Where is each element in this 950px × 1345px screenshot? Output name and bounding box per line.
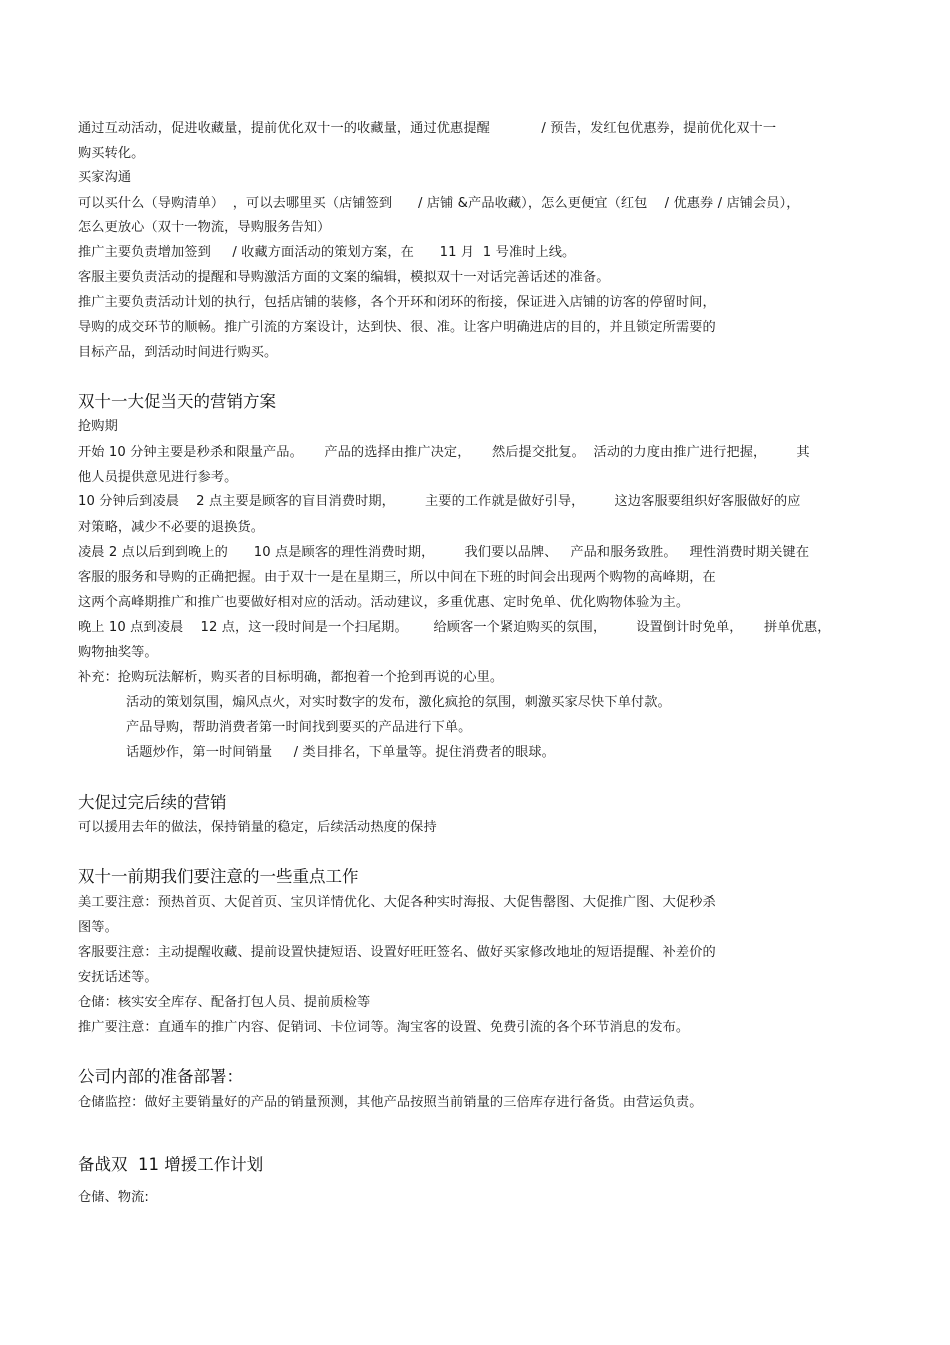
paragraph-line: 仓储、物流: bbox=[78, 1190, 149, 1205]
paragraph-line: 推广要注意：直通车的推广内容、促销词、卡位词等。淘宝客的设置、免费引流的各个环节消息的发布。 bbox=[78, 1020, 690, 1035]
section-heading: 备战双 11 增援工作计划 bbox=[78, 1155, 264, 1174]
paragraph-line: 导购的成交环节的顺畅。推广引流的方案设计，达到快、很、准。让客户明确进店的目的，并且锁定所需要的 bbox=[78, 320, 716, 335]
paragraph-line: 10 分钟后到凌晨 2 点主要是顾客的盲目消费时期， 主要的工作就是做好引导， 这边客服要组织好客服做好的应 bbox=[78, 494, 801, 509]
section-heading: 公司内部的准备部署： bbox=[78, 1067, 243, 1086]
paragraph-line: 安抚话述等。 bbox=[78, 970, 158, 985]
paragraph-line: 购买转化。 bbox=[78, 146, 145, 161]
paragraph-line: 可以买什么（导购清单） ，可以去哪里买（店铺签到 / 店铺 &产品收藏），怎么更便宜（红包 / 优惠券 / 店铺会员）， bbox=[78, 196, 800, 211]
paragraph-line: 图等。 bbox=[78, 920, 118, 935]
paragraph-line: 通过互动活动，促进收藏量，提前优化双十一的收藏量，通过优惠提醒 / 预告，发红包优惠券，提前优化双十一 bbox=[78, 121, 777, 136]
indented-line: 产品导购，帮助消费者第一时间找到要买的产品进行下单。 bbox=[126, 720, 472, 735]
paragraph-line: 客服要注意：主动提醒收藏、提前设置快捷短语、设置好旺旺签名、做好买家修改地址的短语提醒、补差价的 bbox=[78, 945, 716, 960]
paragraph-line: 这两个高峰期推广和推广也要做好相对应的活动。活动建议，多重优惠、定时免单、优化购物体验为主。 bbox=[78, 595, 690, 610]
paragraph-line: 推广主要负责活动计划的执行，包括店铺的装修，各个开环和闭环的衔接，保证进入店铺的访客的停留时间， bbox=[78, 295, 716, 310]
paragraph-line: 仓储：核实安全库存、配备打包人员、提前质检等 bbox=[78, 995, 371, 1010]
paragraph-line: 仓储监控：做好主要销量好的产品的销量预测，其他产品按照当前销量的三倍库存进行备货。由营运负责。 bbox=[78, 1095, 703, 1110]
paragraph-line: 他人员提供意见进行参考。 bbox=[78, 470, 238, 485]
paragraph-line: 怎么更放心（双十一物流，导购服务告知） bbox=[78, 220, 331, 235]
paragraph-line: 抢购期 bbox=[78, 419, 118, 434]
paragraph-line: 对策略，减少不必要的退换货。 bbox=[78, 520, 265, 535]
indented-line: 活动的策划氛围，煽风点火，对实时数字的发布，激化疯抢的氛围，刺激买家尽快下单付款。 bbox=[126, 695, 671, 710]
paragraph-line: 目标产品，到活动时间进行购买。 bbox=[78, 345, 278, 360]
paragraph-line: 开始 10 分钟主要是秒杀和限量产品。 产品的选择由推广决定， 然后提交批复。 活动的力度由推广进行把握， 其 bbox=[78, 445, 810, 460]
paragraph-line: 凌晨 2 点以后到到晚上的 10 点是顾客的理性消费时期， 我们要以品牌、 产品和服务致胜。 理性消费时期关键在 bbox=[78, 545, 810, 560]
paragraph-line: 客服主要负责活动的提醒和导购激活方面的文案的编辑，模拟双十一对话完善话述的准备。 bbox=[78, 270, 610, 285]
paragraph-line: 买家沟通 bbox=[78, 170, 132, 185]
section-heading: 双十一前期我们要注意的一些重点工作 bbox=[78, 867, 359, 886]
paragraph-line: 晚上 10 点到凌晨 12 点，这一段时间是一个扫尾期。 给顾客一个紧迫购买的氛围， 设置倒计时免单， 拼单优惠， bbox=[78, 620, 831, 635]
indented-line: 话题炒作，第一时间销量 / 类目排名，下单量等。捉住消费者的眼球。 bbox=[126, 745, 555, 760]
paragraph-line: 可以援用去年的做法，保持销量的稳定，后续活动热度的保持 bbox=[78, 820, 437, 835]
paragraph-line: 美工要注意：预热首页、大促首页、宝贝详情优化、大促各种实时海报、大促售罄图、大促推广图、大促秒杀 bbox=[78, 895, 716, 910]
paragraph-line: 推广主要负责增加签到 / 收藏方面活动的策划方案，在 11 月 1 号准时上线。 bbox=[78, 245, 576, 260]
paragraph-line: 补充：抢购玩法解析，购买者的目标明确，都抱着一个抢到再说的心里。 bbox=[78, 670, 504, 685]
section-heading: 大促过完后续的营销 bbox=[78, 793, 227, 812]
paragraph-line: 购物抽奖等。 bbox=[78, 645, 158, 660]
section-heading: 双十一大促当天的营销方案 bbox=[78, 392, 276, 411]
paragraph-line: 客服的服务和导购的正确把握。由于双十一是在星期三，所以中间在下班的时间会出现两个购物的高峰期，在 bbox=[78, 570, 716, 585]
